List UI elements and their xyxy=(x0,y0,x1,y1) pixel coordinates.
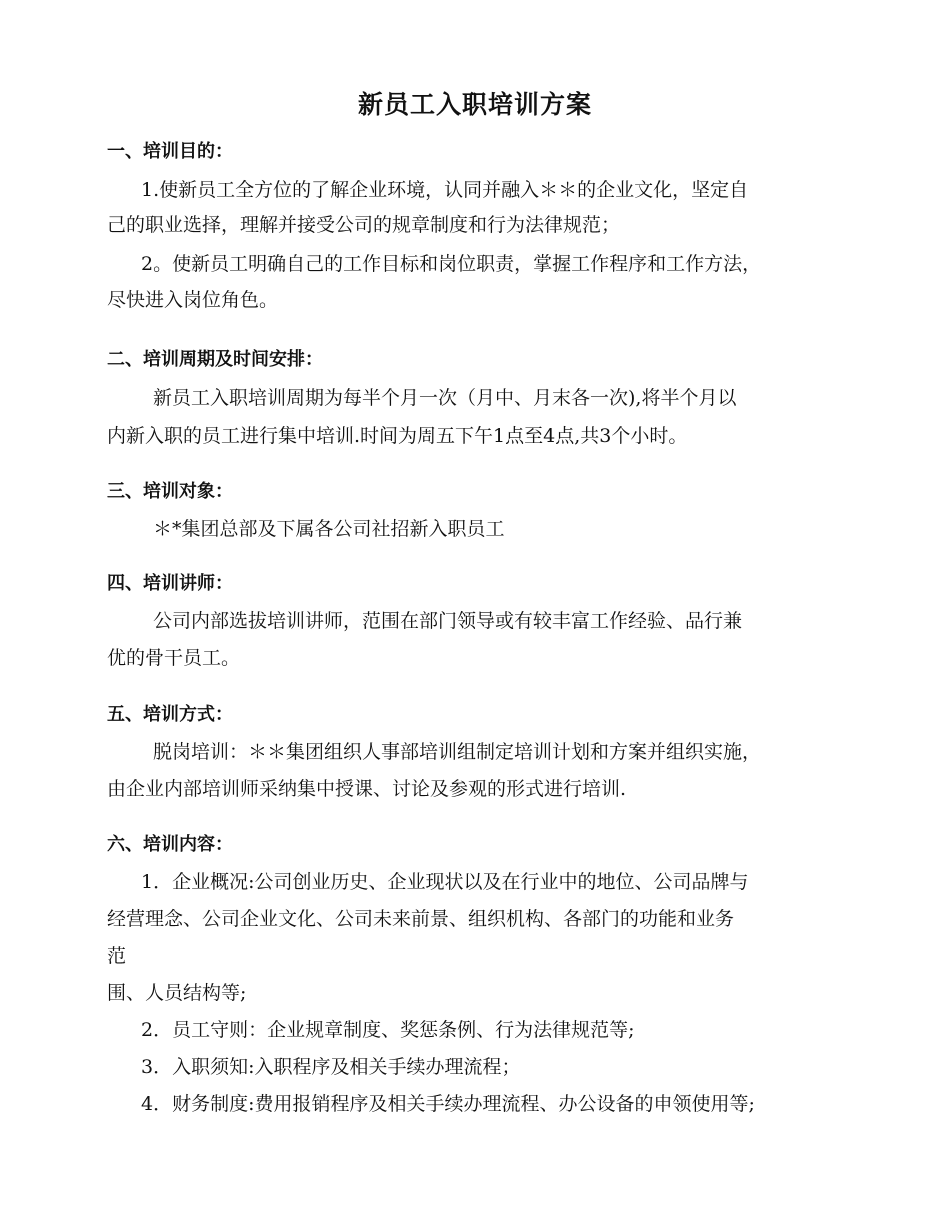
section-heading-method: 五、培训方式： xyxy=(107,704,233,725)
paragraph-line: 新员工入职培训周期为每半个月一次（月中、月末各一次),将半个月以 xyxy=(153,387,737,409)
paragraph-line: 公司内部选拔培训讲师，范围在部门领导或有较丰富工作经验、品行兼 xyxy=(153,610,743,632)
section-heading-content: 六、培训内容： xyxy=(107,834,233,855)
section-heading-purpose: 一、培训目的： xyxy=(107,141,233,162)
paragraph-line: 尽快进入岗位角色。 xyxy=(107,289,279,311)
section-heading-schedule: 二、培训周期及时间安排： xyxy=(107,349,323,370)
paragraph-line: 由企业内部培训师采纳集中授课、讨论及参观的形式进行培训. xyxy=(107,778,627,800)
paragraph-line: 范 xyxy=(107,945,127,967)
paragraph-line: 脱岗培训：＊＊集团组织人事部培训组制定培训计划和方案并组织实施， xyxy=(153,741,762,763)
paragraph-line: 1.使新员工全方位的了解企业环境，认同并融入＊＊的企业文化，坚定自 xyxy=(141,179,749,201)
paragraph-line: 3．入职须知:入职程序及相关手续办理流程； xyxy=(141,1056,521,1078)
section-heading-audience: 三、培训对象： xyxy=(107,481,233,502)
paragraph-line: 1．企业概况:公司创业历史、企业现状以及在行业中的地位、公司品牌与 xyxy=(141,871,749,893)
paragraph-line: 优的骨干员工。 xyxy=(107,647,241,669)
paragraph-line: 2。使新员工明确自己的工作目标和岗位职责，掌握工作程序和工作方法， xyxy=(141,253,762,275)
paragraph-line: 经营理念、公司企业文化、公司未来前景、组织机构、各部门的功能和业务 xyxy=(107,908,735,930)
paragraph-line: ＊*集团总部及下属各公司社招新入职员工 xyxy=(153,518,505,540)
section-heading-trainers: 四、培训讲师： xyxy=(107,573,233,594)
paragraph-line: 围、人员结构等; xyxy=(107,982,247,1004)
paragraph-line: 2．员工守则：企业规章制度、奖惩条例、行为法律规范等; xyxy=(141,1019,635,1041)
paragraph-line: 内新入职的员工进行集中培训.时间为周五下午1点至4点,共3个小时。 xyxy=(107,425,688,447)
paragraph-line: 4．财务制度:费用报销程序及相关手续办理流程、办公设备的申领使用等; xyxy=(141,1093,755,1115)
document-title: 新员工入职培训方案 xyxy=(357,90,592,119)
paragraph-line: 己的职业选择，理解并接受公司的规章制度和行为法律规范； xyxy=(107,214,621,236)
